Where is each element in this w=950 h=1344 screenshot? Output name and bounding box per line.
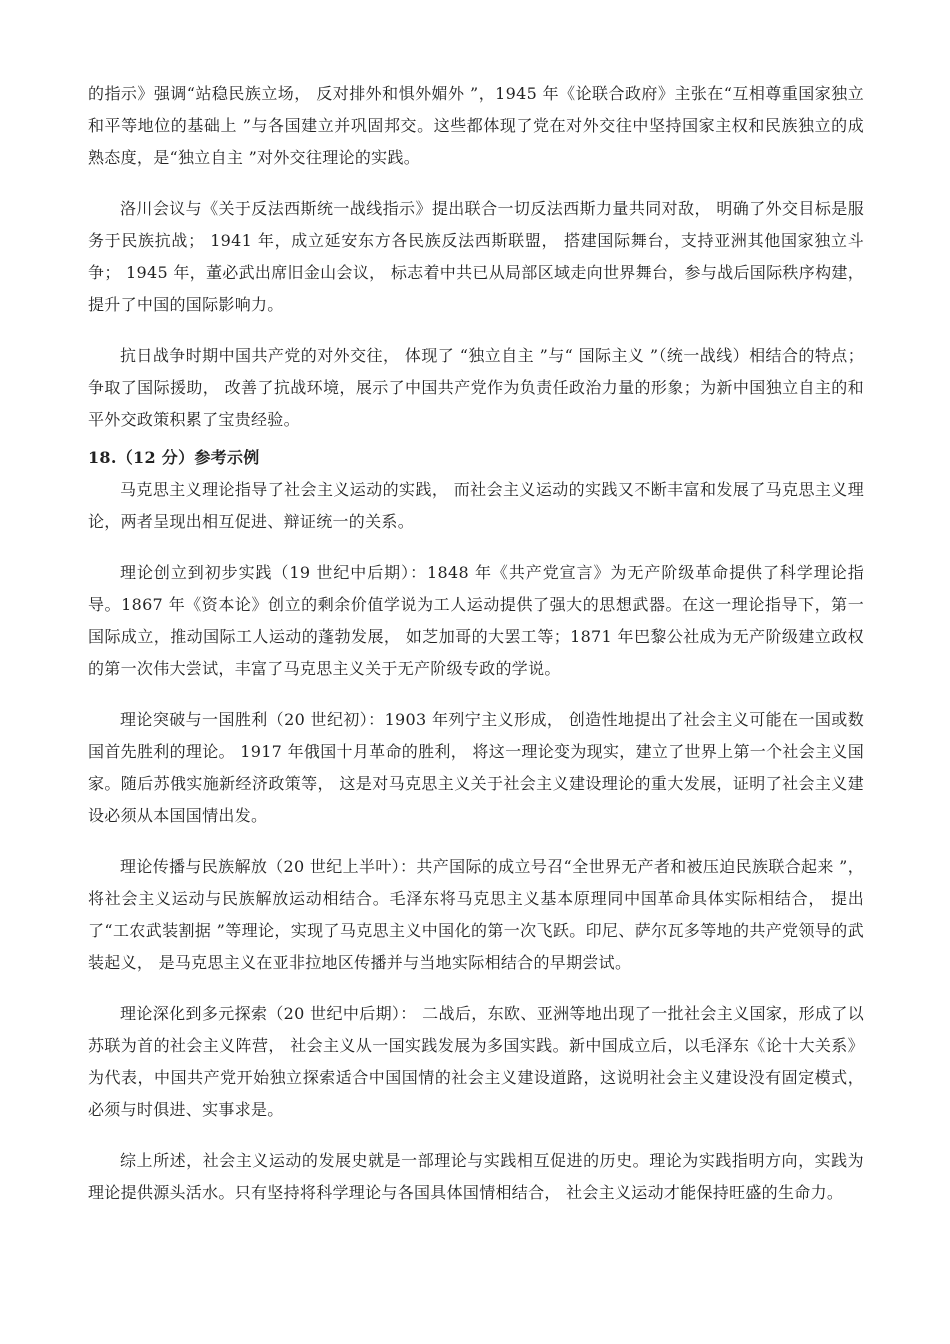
answer-stage-3: 理论传播与民族解放（20 世纪上半叶）：共产国际的成立号召“全世界无产者和被压迫民族联合起来 ”，将社会主义运动与民族解放运动相结合。毛泽东将马克思主义基本原理同中国革命具体实际相结合， 提出了“工农武装割据 ”等理论，实现了马克思主义中国化的第一次飞跃。印尼、萨尔瓦多等地的共产党领导的武装起义， 是马克思主义在亚非拉地区传播并与当地实际相结合的早期尝试。 [88,857,864,972]
paragraph-luochuan: 洛川会议与《关于反法西斯统一战线指示》提出联合一切反法西斯力量共同对敌， 明确了外交目标是服务于民族抗战； 1941 年，成立延安东方各民族反法西斯联盟， 搭建国际舞台，支持亚洲其他国家独立斗争； 1945 年，董必武出席旧金山会议， 标志着中共已从局部区域走向世界舞台，参与战后国际秩序构建，提升了中国的国际影响力。 [88,199,864,314]
answer-stage-2: 理论突破与一国胜利（20 世纪初）：1903 年列宁主义形成， 创造性地提出了社会主义可能在一国或数国首先胜利的理论。 1917 年俄国十月革命的胜利， 将这一理论变为现实，建立了世界上第一个社会主义国家。随后苏俄实施新经济政策等， 这是对马克思主义关于社会主义建设理论的重大发展，证明了社会主义建设必须从本国国情出发。 [88,710,864,825]
answer-stage-4: 理论深化到多元探索（20 世纪中后期）： 二战后，东欧、亚洲等地出现了一批社会主义国家，形成了以苏联为首的社会主义阵营， 社会主义从一国实践发展为多国实践。新中国成立后，以毛泽东《论十大关系》为代表，中国共产党开始独立探索适合中国国情的社会主义建设道路，这说明社会主义建设没有固定模式，必须与时俱进、实事求是。 [88,1004,864,1119]
paragraph-summary: 抗日战争时期中国共产党的对外交往， 体现了 “独立自主 ”与“ 国际主义 ”（统一战线）相结合的特点；争取了国际援助， 改善了抗战环境，展示了中国共产党作为负责任政治力量的形象；为新中国独立自主的和平外交政策积累了宝贵经验。 [88,346,864,429]
answer-stage-1: 理论创立到初步实践（19 世纪中后期）：1848 年《共产党宣言》为无产阶级革命提供了科学理论指导。1867 年《资本论》创立的剩余价值学说为工人运动提供了强大的思想武器。在这一理论指导下，第一国际成立，推动国际工人运动的蓬勃发展， 如芝加哥的大罢工等；1871 年巴黎公社成为无产阶级建立政权的第一次伟大尝试，丰富了马克思主义关于无产阶级专政的学说。 [88,563,864,678]
document-page [88,78,864,1228]
question-heading: 18.（12 分）参考示例 [88,448,260,467]
paragraph-continuation: 的指示》强调“站稳民族立场， 反对排外和惧外媚外 ”，1945 年《论联合政府》主张在“互相尊重国家独立和平等地位的基础上 ”与各国建立并巩固邦交。这些都体现了党在对外交往中坚持国家主权和民族独立的成熟态度，是“独立自主 ”对外交往理论的实践。 [88,84,864,167]
answer-conclusion: 综上所述，社会主义运动的发展史就是一部理论与实践相互促进的历史。理论为实践指明方向，实践为理论提供源头活水。只有坚持将科学理论与各国具体国情相结合， 社会主义运动才能保持旺盛的生命力。 [88,1151,864,1202]
answer-intro: 马克思主义理论指导了社会主义运动的实践， 而社会主义运动的实践又不断丰富和发展了马克思主义理论，两者呈现出相互促进、辩证统一的关系。 [88,480,864,531]
